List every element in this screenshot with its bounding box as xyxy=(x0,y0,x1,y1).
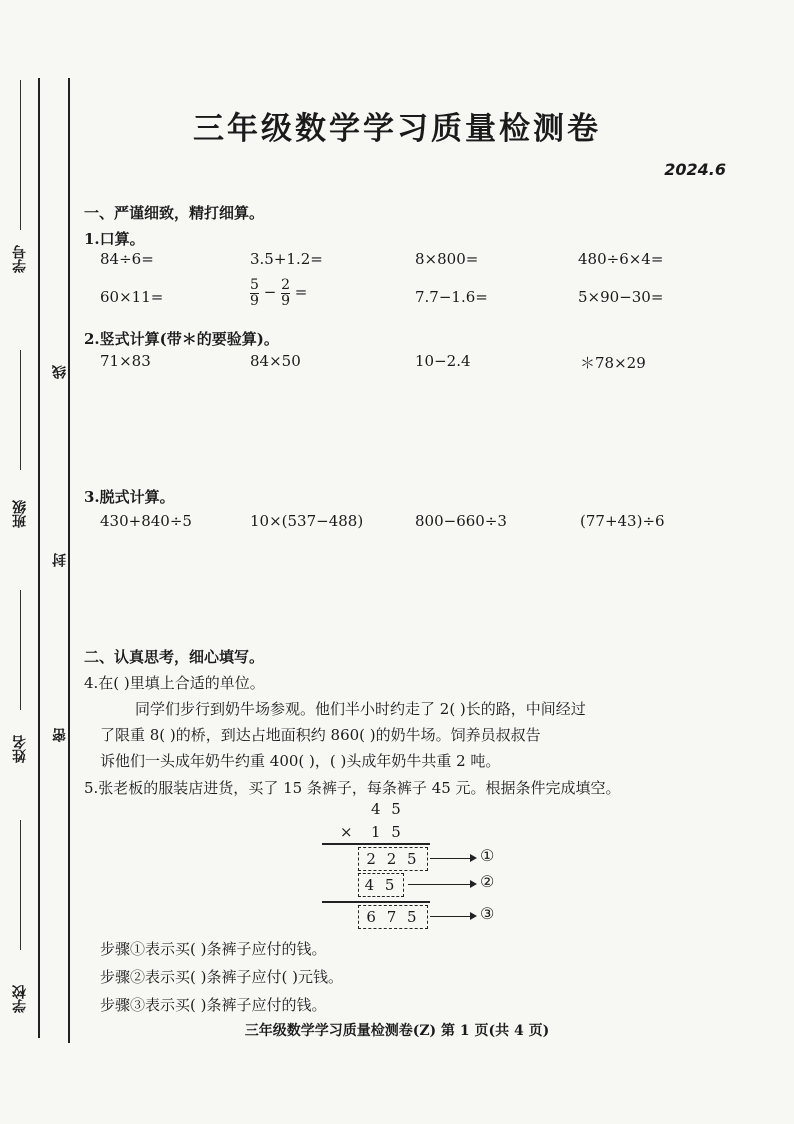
q2-label: 2.竖式计算(带＊的要验算)。 xyxy=(84,330,279,348)
q1-label: 1.口算。 xyxy=(84,230,145,248)
class-blank xyxy=(20,350,21,470)
q1-item: 60×11= xyxy=(100,288,164,306)
q3-item: 10×(537−488) xyxy=(250,512,364,530)
q5-step-line: 步骤①表示买( )条裤子应付的钱。 xyxy=(100,940,327,958)
q1-item: 3.5+1.2= xyxy=(250,250,323,268)
q1-item: 5×90−30= xyxy=(578,288,664,306)
class-label: 班级 xyxy=(12,500,28,528)
binding-mark-seal: 封 xyxy=(52,553,68,567)
q1-item: 7.7−1.6= xyxy=(415,288,488,306)
q3-label: 3.脱式计算。 xyxy=(84,488,175,506)
q2-item: 71×83 xyxy=(100,352,151,370)
step1-marker: ① xyxy=(480,846,495,865)
q5-step-line: 步骤③表示买( )条裤子应付的钱。 xyxy=(100,996,327,1014)
q4-line: 同学们步行到奶牛场参观。他们半小时约走了 2( )长的路，中间经过 xyxy=(135,700,586,718)
mult-top-number: 4 5 xyxy=(371,800,404,818)
q1-item: 8×800= xyxy=(415,250,479,268)
step1-box: 2 2 5 xyxy=(358,847,428,871)
exam-date: 2024.6 xyxy=(664,160,726,179)
q5-step-line: 步骤②表示买( )条裤子应付( )元钱。 xyxy=(100,968,343,986)
page-footer: 三年级数学学习质量检测卷(Z) 第 1 页(共 4 页) xyxy=(244,1023,550,1039)
binding-mark-line: 线 xyxy=(52,365,68,379)
q3-item: (77+43)÷6 xyxy=(580,512,665,530)
section2-heading: 二、认真思考，细心填写。 xyxy=(84,648,265,666)
mult-times-sign: × xyxy=(340,823,353,841)
student-no-label: 学号 xyxy=(12,245,28,273)
mult-second-number: 1 5 xyxy=(371,823,404,841)
section1-heading: 一、严谨细致，精打细算。 xyxy=(84,204,265,222)
step2-arrow xyxy=(408,884,475,885)
q1-fraction-item: $\frac{5}{9}$ − $\frac{2}{9}$ = xyxy=(250,277,308,309)
name-blank xyxy=(20,590,21,710)
q2-item: ＊78×29 xyxy=(580,354,646,372)
q1-item: 84÷6= xyxy=(100,250,154,268)
q4-line: 诉他们一头成年奶牛约重 400( )，( )头成年奶牛共重 2 吨。 xyxy=(100,752,501,770)
name-label: 姓名 xyxy=(12,735,28,763)
fraction-2-9: $\frac{2}{9}$ xyxy=(281,277,290,309)
step1-arrow xyxy=(430,858,475,859)
school-label: 学校 xyxy=(12,985,28,1013)
q5-label: 5.张老板的服装店进货，买了 15 条裤子，每条裤子 45 元。根据条件完成填空。 xyxy=(84,779,621,797)
q1-item: 480÷6×4= xyxy=(578,250,664,268)
step3-arrow xyxy=(430,916,475,917)
school-blank xyxy=(20,820,21,950)
margin-border-outer xyxy=(38,78,40,1038)
step3-box: 6 7 5 xyxy=(358,905,428,929)
q3-item: 430+840÷5 xyxy=(100,512,192,530)
step3-marker: ③ xyxy=(480,904,495,923)
q4-line: 了限重 8( )的桥，到达占地面积约 860( )的奶牛场。饲养员叔叔告 xyxy=(100,726,541,744)
mult-line-bottom xyxy=(322,901,430,903)
binding-mark-secret: 密 xyxy=(52,728,68,742)
q2-item: 10−2.4 xyxy=(415,352,471,370)
page-title: 三年级数学学习质量检测卷 xyxy=(193,111,601,147)
q4-label: 4.在( )里填上合适的单位。 xyxy=(84,674,265,692)
step2-box: 4 5 xyxy=(358,873,404,897)
q3-item: 800−660÷3 xyxy=(415,512,507,530)
mult-line-top xyxy=(322,843,430,845)
q2-item: 84×50 xyxy=(250,352,301,370)
fraction-5-9: $\frac{5}{9}$ xyxy=(250,277,259,309)
step2-marker: ② xyxy=(480,872,495,891)
